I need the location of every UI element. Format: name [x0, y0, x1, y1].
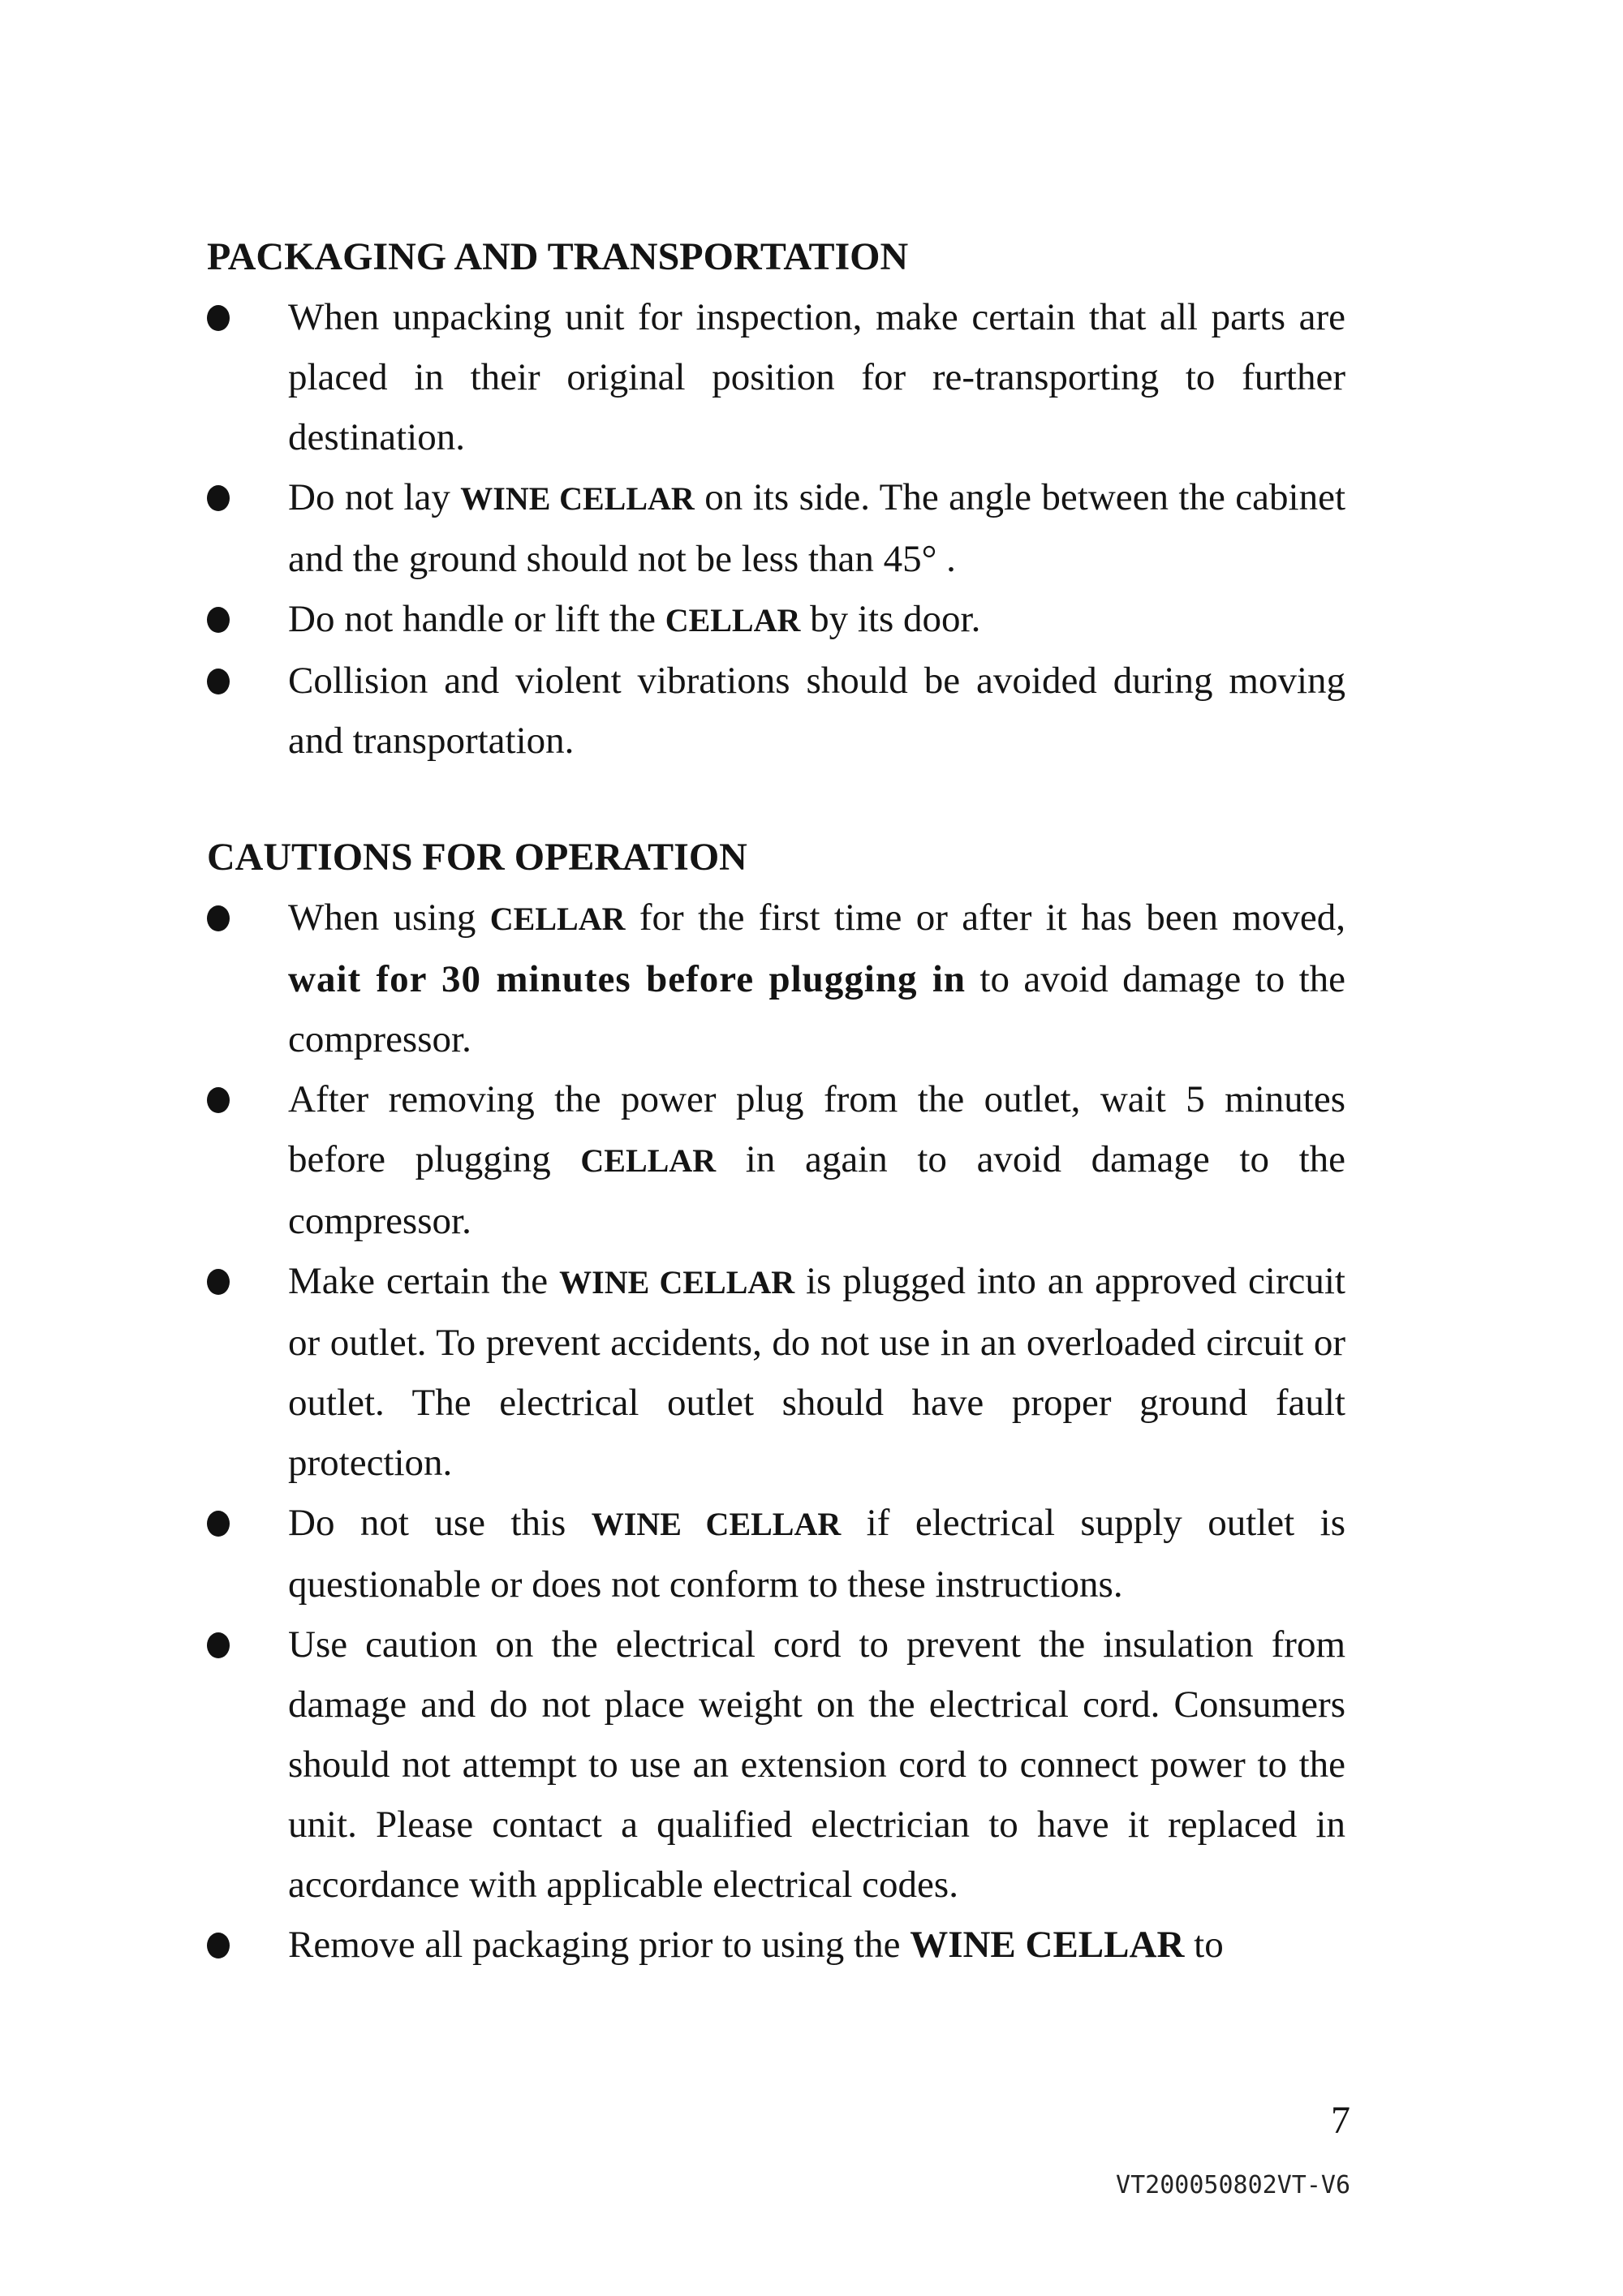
list-item [207, 1251, 1345, 1493]
product-name: WINE CELLAR [559, 1264, 795, 1301]
product-name: WINE CELLAR [910, 1924, 1185, 1966]
item-text: if electrical supply outlet is questionable or does not conform to these instructions. [288, 1502, 1345, 1606]
item-text: Do not lay [288, 476, 461, 518]
bullet-icon [207, 669, 230, 694]
item-text: After removing the power plug from the outlet, wait 5 minutes before plugging [288, 1078, 1345, 1180]
item-text: for the first time or after it has been moved, [625, 896, 1345, 939]
emphasis-text: wait for 30 minutes before plugging in [288, 958, 966, 1000]
list-item [207, 1493, 1345, 1615]
item-text: in again to avoid damage to the compressor. [288, 1138, 1346, 1242]
bullet-icon [207, 1087, 230, 1113]
item-text: Make certain the [288, 1260, 560, 1302]
item-text: on its side. The angle between the cabinet and the ground should not be less than 45° . [288, 476, 1345, 580]
section-heading-cautions: CAUTIONS FOR OPERATION [207, 836, 747, 879]
item-text: Remove all packaging prior to using the [288, 1924, 911, 1966]
list-item [207, 589, 1345, 651]
list-item [207, 287, 1345, 467]
product-name: WINE CELLAR [460, 480, 695, 517]
item-text: is plugged into an approved circuit or outlet. To prevent accidents, do not use in an overloaded circuit or outlet. The electrical outlet should have proper ground fault protection. [288, 1260, 1345, 1484]
product-name: CELLAR [665, 602, 801, 638]
document-code: VT200050802VT-V6 [1116, 2171, 1350, 2199]
list-item [207, 1069, 1345, 1251]
item-text: Do not use this [288, 1502, 592, 1544]
product-name: CELLAR [580, 1142, 717, 1179]
bullet-icon [207, 1269, 230, 1295]
item-text: When unpacking unit for inspection, make certain that all parts are placed in their original position for re-transporting to further destination. [288, 296, 1345, 458]
list-item [207, 651, 1345, 771]
item-text: Use caution on the electrical cord to prevent the insulation from damage and do not place weight on the electrical cord. Consumers should not attempt to use an extension cord to connect power to the unit. Please contact a qualified electrician to have it replaced in accordance with applicable electrical codes. [288, 1623, 1345, 1906]
item-text: When using [288, 896, 490, 939]
bullet-icon [207, 1933, 230, 1958]
page-number: 7 [1331, 2099, 1350, 2142]
bullet-icon [207, 1632, 230, 1658]
item-text: to avoid damage to the compressor. [288, 958, 1345, 1060]
product-name: CELLAR [489, 901, 626, 937]
packaging-list [207, 287, 1345, 771]
bullet-icon [207, 305, 230, 331]
bullet-icon [207, 1511, 230, 1537]
bullet-icon [207, 485, 230, 511]
product-name: WINE CELLAR [591, 1506, 842, 1542]
list-item [207, 1615, 1345, 1915]
item-text: Collision and violent vibrations should be avoided during moving and transportation. [288, 660, 1345, 762]
cautions-list [207, 888, 1345, 1975]
item-text: by its door. [800, 598, 981, 640]
list-item [207, 467, 1345, 589]
item-text: to [1184, 1924, 1224, 1966]
list-item [207, 1915, 1345, 1975]
bullet-icon [207, 607, 230, 633]
list-item [207, 888, 1345, 1069]
section-heading-packaging: PACKAGING AND TRANSPORTATION [207, 235, 909, 278]
item-text: Do not handle or lift the [288, 598, 665, 640]
bullet-icon [207, 905, 230, 931]
